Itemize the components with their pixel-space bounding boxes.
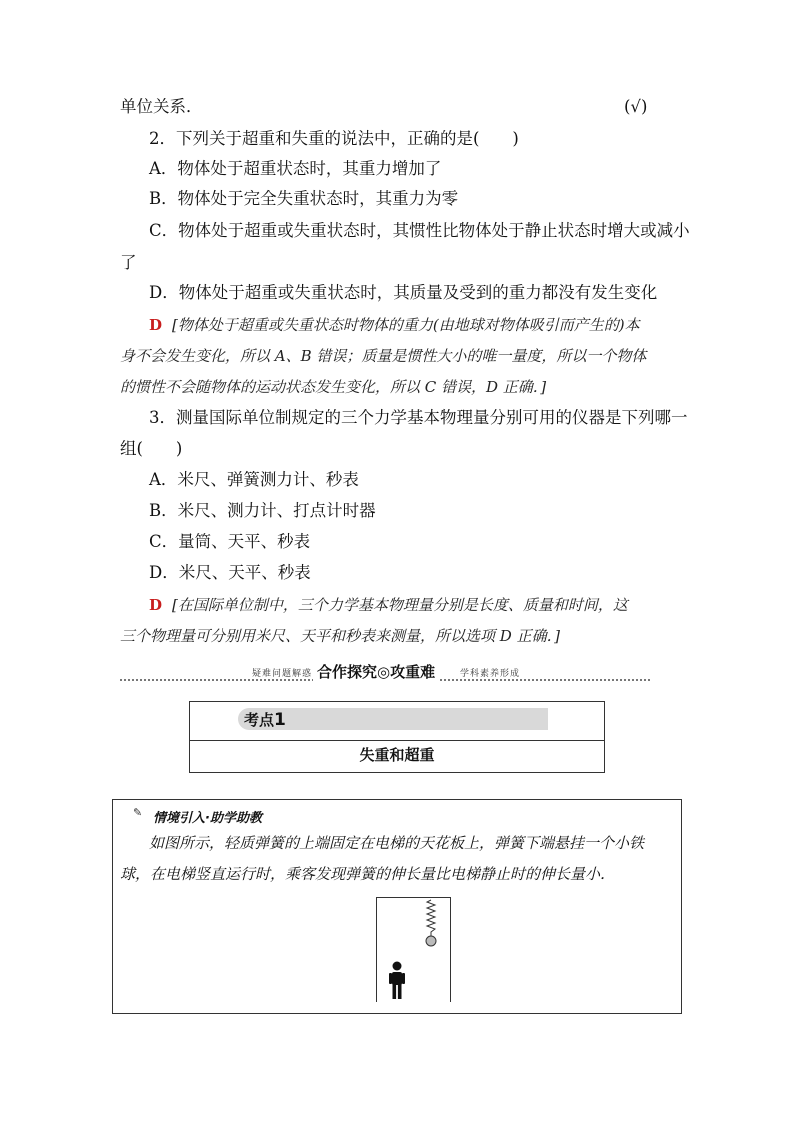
elevator-illustration: [377, 898, 450, 1002]
answer-letter: D: [149, 596, 163, 614]
option-a: A．米尺、弹簧测力计、秒表: [149, 470, 359, 489]
key-point-word: 考点: [244, 711, 275, 729]
key-point-number: 1: [274, 710, 286, 730]
question-stem-continued: 组( ): [120, 439, 183, 458]
answer-letter: D: [149, 316, 163, 334]
answer-line: [149, 315, 640, 335]
answer-line: 的惯性不会随物体的运动状态发生变化，所以 C 错误，D 正确．]: [120, 378, 547, 396]
question-stem: 2．下列关于超重和失重的说法中，正确的是( ): [149, 129, 519, 148]
answer-text: [在国际单位制中，三个力学基本物理量分别是长度、质量和时间，这: [172, 596, 628, 614]
divider: [190, 740, 604, 741]
banner-left-text: 疑难问题解惑: [248, 666, 316, 679]
scenario-box: [112, 799, 682, 1014]
question-stem: 3．测量国际单位制规定的三个力学基本物理量分别可用的仪器是下列哪一: [149, 408, 688, 427]
text-line: 单位关系．: [120, 97, 203, 116]
section-banner: [120, 660, 650, 684]
banner-title: 合作探究◎攻重难: [313, 661, 439, 682]
scenario-heading: 情境引入·助学助教: [153, 811, 262, 826]
elevator-figure: [376, 897, 451, 1002]
option-b: B．米尺、测力计、打点计时器: [149, 501, 376, 520]
option-d: D．米尺、天平、秒表: [149, 563, 311, 582]
scenario-text: 球，在电梯竖直运行时，乘客发现弹簧的伸长量比电梯静止时的伸长量小．: [120, 865, 616, 883]
option-a: A．物体处于超重状态时，其重力增加了: [149, 159, 442, 178]
answer-text: [物体处于超重或失重状态时物体的重力(由地球对物体吸引而产生的)本: [172, 316, 640, 334]
option-c: C．量筒、天平、秒表: [149, 532, 311, 551]
answer-line: 三个物理量可分别用米尺、天平和秒表来测量，所以选项 D 正确．]: [120, 627, 560, 645]
answer-line: 身不会发生变化，所以 A、B 错误；质量是惯性大小的唯一量度，所以一个物体: [120, 347, 647, 365]
key-point-title: 失重和超重: [359, 746, 435, 764]
key-point-label: [244, 709, 286, 730]
key-point-box: [189, 701, 605, 773]
option-c-continued: 了: [120, 253, 137, 272]
spring-icon: [427, 900, 435, 936]
pen-icon: ✎: [133, 806, 143, 819]
option-d: D．物体处于超重或失重状态时，其质量及受到的重力都没有发生变化: [149, 283, 658, 302]
answer-line: [149, 595, 628, 615]
option-b: B．物体处于完全失重状态时，其重力为零: [149, 189, 459, 208]
iron-ball-icon: [426, 936, 436, 946]
banner-right-text: 学科素养形成: [456, 666, 524, 679]
passenger-icon: [389, 962, 405, 1000]
option-c: C．物体处于超重或失重状态时，其惯性比物体处于静止状态时增大或减小: [149, 221, 690, 240]
scenario-text: 如图所示，轻质弹簧的上端固定在电梯的天花板上，弹簧下端悬挂一个小铁: [149, 834, 645, 852]
check-mark: (√): [624, 97, 648, 116]
